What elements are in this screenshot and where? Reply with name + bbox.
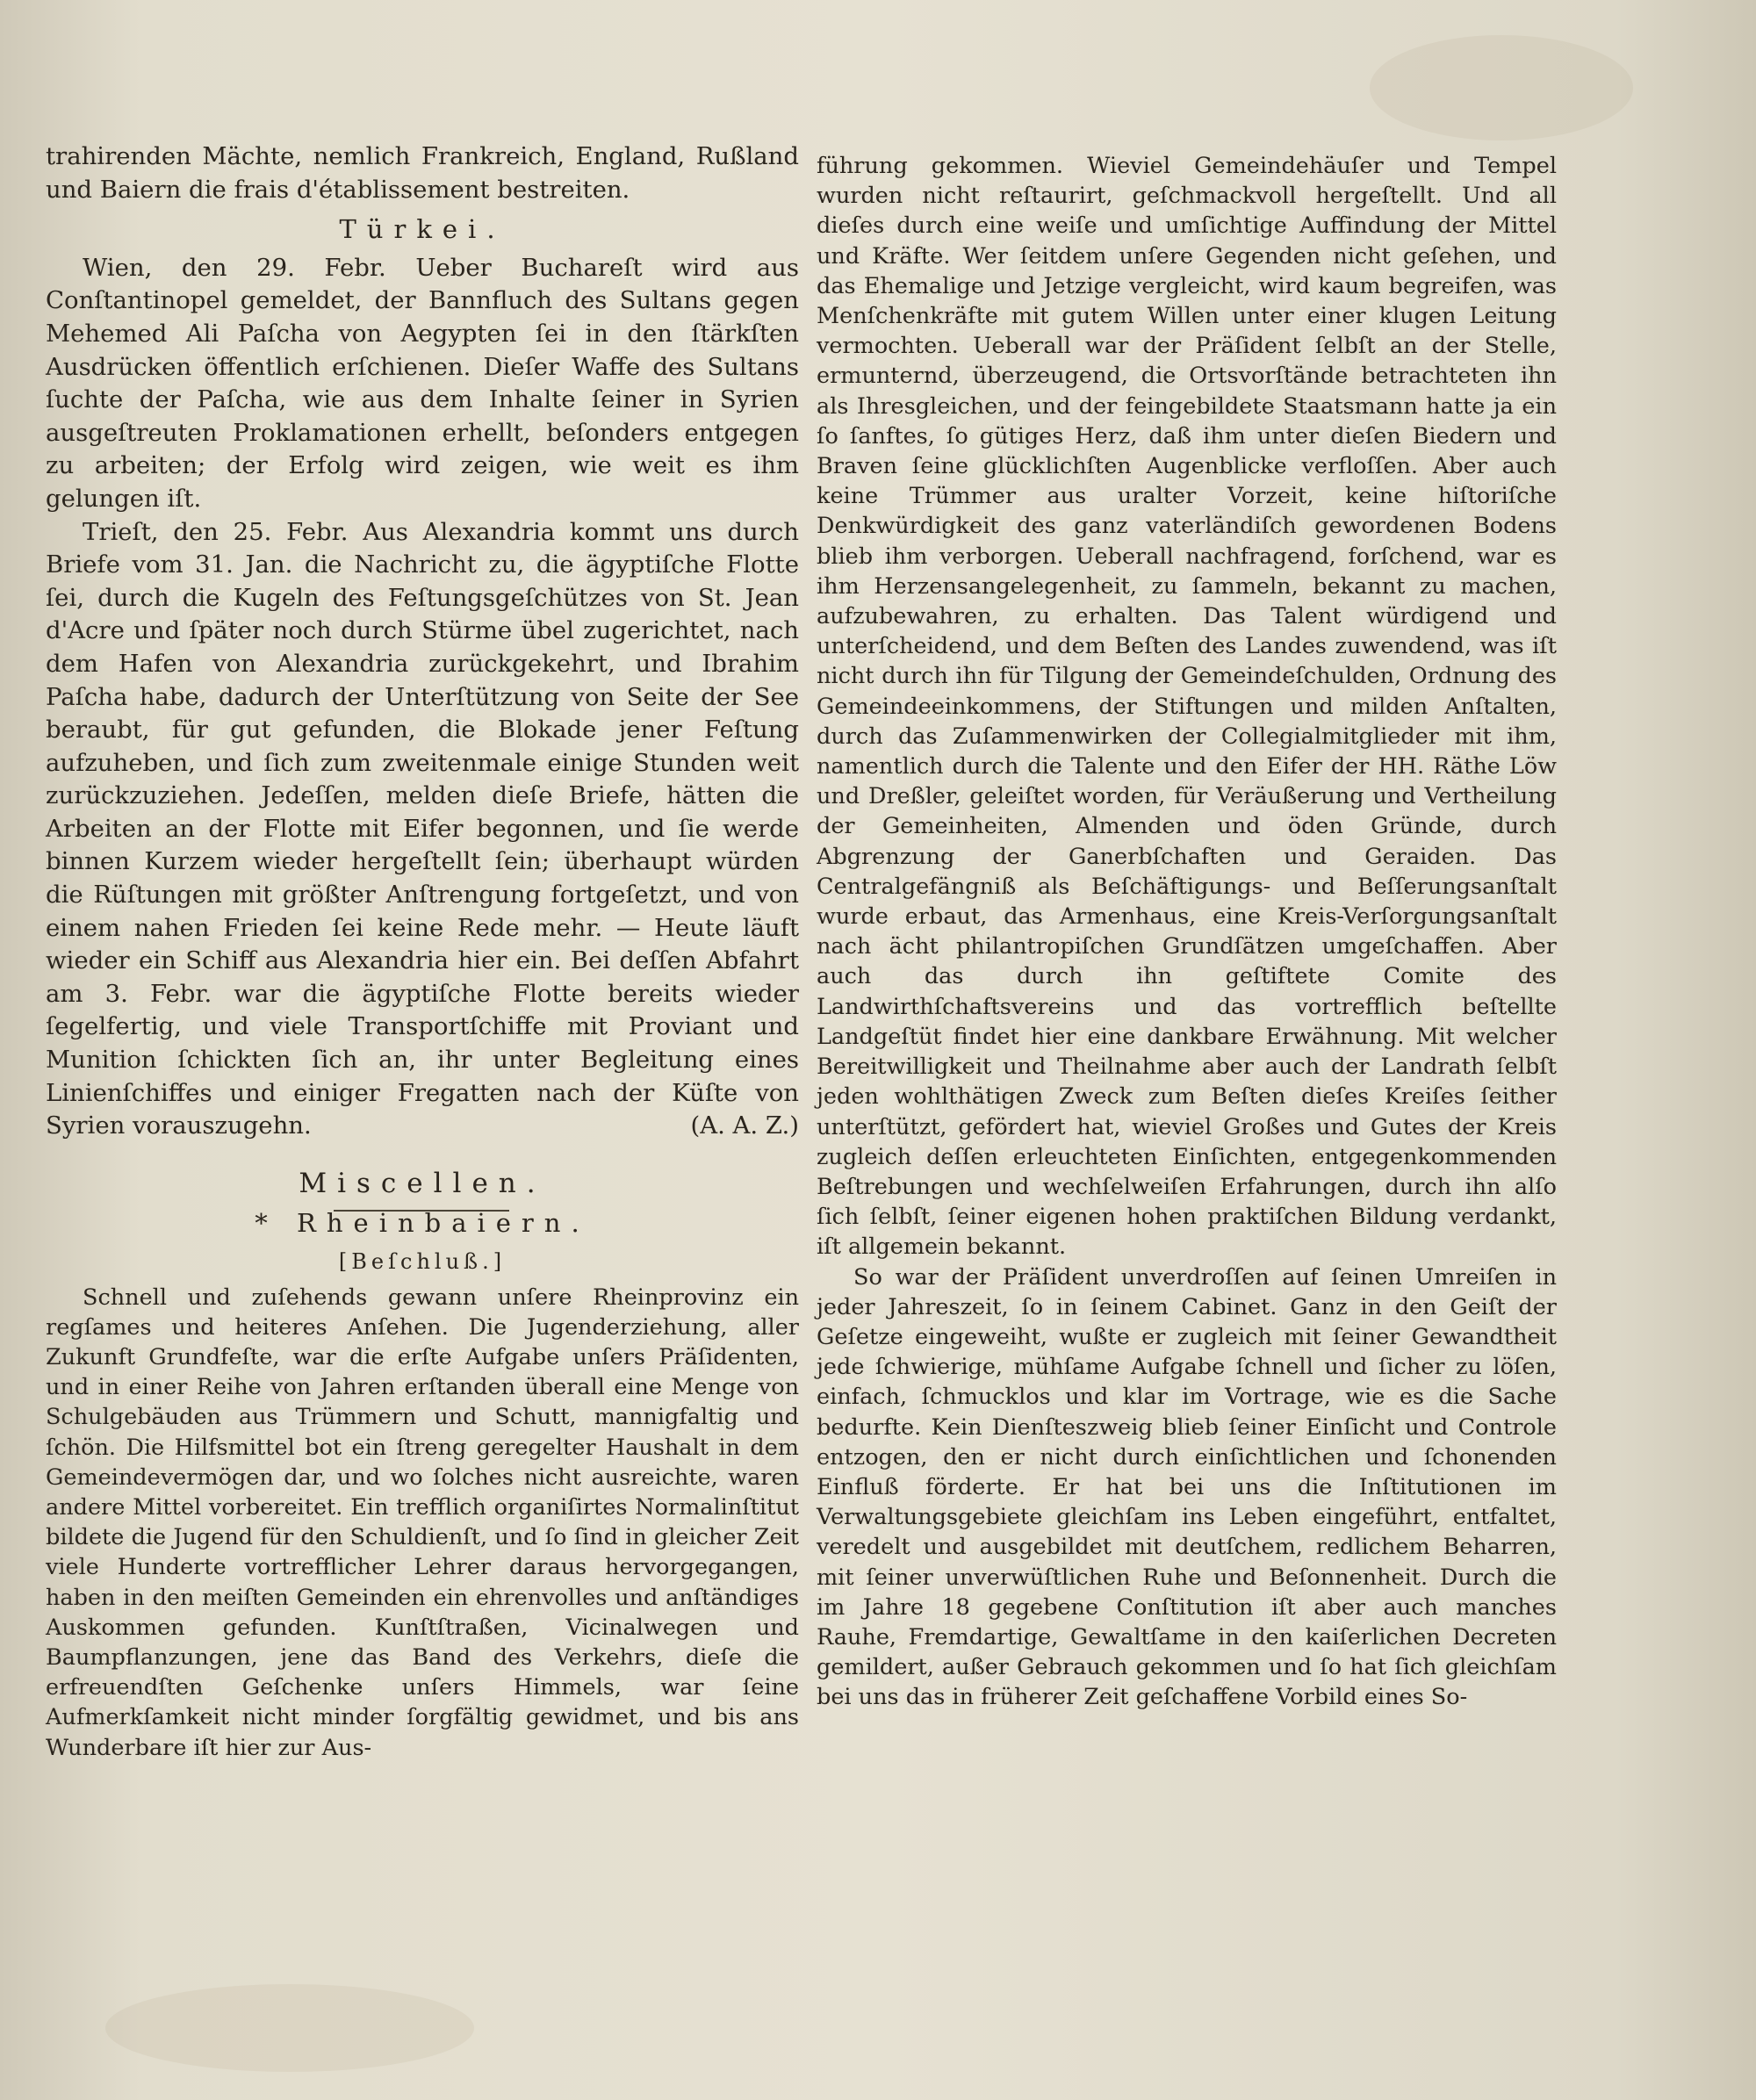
article-triest-text: Trieſt, den 25. Febr. Aus Alexandria kommt uns durch Briefe vom 31. Jan. die Nachricht zu, die ägyptiſche Flotte ſei, durch die Kugeln des Feſtungsgeſchützes von St. Jean d'Acre und ſpäter noch durch Stürme übel zugerichtet, nach dem Hafen von Alexandria zurückgekehrt, und Ibrahim Paſcha habe, dadurch der Unterſtützung von Seite der See beraubt, für gut gefunden, die Blokade jener Feſtung aufzuheben, und ſich zum zweitenmale einige Stunden weit zurückzuziehen. Jedeſſen, melden dieſe Briefe, hätten die Arbeiten an der Flotte mit Eifer begonnen, und ſie werde binnen Kurzem wieder hergeſtellt ſein; überhaupt würden die Rüſtungen mit größter Anſtrengung fortgeſetzt, und von einem nahen Frieden ſei keine Rede mehr. — Heute läuft wieder ein Schiff aus Alexandria hier ein. Bei deſſen Abfahrt am 3. Febr. war die ägyptiſche Flotte bereits wieder ſegelfertig, und viele Transportſchiffe mit Proviant und Munition ſchickten ſich an, ihr unter Begleitung eines Linienſchiffes und einiger Fregatten nach der Küſte von Syrien vorauszugehn. bbox=[46, 517, 799, 1140]
section-heading-miscellen: Miscellen. bbox=[299, 1167, 546, 1199]
source-attribution: (A. A. Z.) bbox=[690, 1111, 799, 1140]
section-divider bbox=[334, 1210, 509, 1212]
article-rheinbaiern-part2: führung gekommen. Wieviel Gemeindehäuſer und Tempel wurden nicht reſtaurirt, geſchmackvoll hergeſtellt. Und all dieſes durch eine weiſe und umſichtige Auffindung der Mittel und Kräfte. Wer ſeitdem unſere Gegenden nicht geſehen, und das Ehemalige und Jetzige vergleicht, wird kaum begreifen, was Menſchenkräfte mit gutem Willen unter einer klugen Leitung vermochten. Ueberall war der Präſident ſelbſt an der Stelle, ermunternd, überzeugend, die Ortsvorſtände betrachteten ihn als Ihresgleichen, und der feingebildete Staatsmann hatte ja ein ſo ſanftes, ſo gütiges Herz, daß ihm unter dieſen Biedern und Braven ſeine glücklichſten Augenblicke verfloſſen. Aber auch keine Trümmer aus uralter Vorzeit, keine hiſtoriſche Denkwürdigkeit des ganz vaterländiſch gewordenen Bodens blieb ihm verborgen. Ueberall nachfragend, forſchend, war es ihm Herzensangelegenheit, zu ſammeln, bekannt zu machen, aufzubewahren, zu erhalten. Das Talent würdigend und unterſcheidend, und dem Beſten des Landes zuwendend, was iſt nicht durch ihn für Tilgung der Gemeindeſchulden, Ordnung des Gemeindeeinkommens, der Stiftungen und milden Anſtalten, durch das Zuſammenwirken der Collegialmitglieder mit ihm, namentlich durch die Talente und den Eifer der HH. Räthe Löw und Dreßler, geleiſtet worden, für Veräußerung und Vertheilung der Gemeinheiten, Almenden und öden Gründe, durch Abgrenzung der Ganerbſchaften und Geraiden. Das Centralgefängniß als Beſchäftigungs- und Beſſerungsanſtalt wurde erbaut, das Armenhaus, eine Kreis-Verſorgungsanſtalt nach ächt philantropiſchen Grundſätzen umgeſchaffen. Aber auch das durch ihn geſtiftete Comite des Landwirthſchaftsvereins und das vortrefflich beſtellte Landgeſtüt findet hier eine dankbare Erwähnung. Mit welcher Bereitwilligkeit und Theilnahme aber auch der Landrath ſelbſt jeden wohlthätigen Zweck zum Beſten dieſes Kreiſes ſeither unterſtützt, gefördert hat, wieviel Großes und Gutes der Kreis zugleich deſſen erleuchteten Einſichten, entgegenkommenden Beſtrebungen und wechſelweiſen Erfahrungen, durch ihn alſo ſich ſelbſt, ſeiner eigenen hohen praktiſchen Bildung verdankt, iſt allgemein bekannt. bbox=[817, 153, 1557, 1261]
left-column bbox=[46, 140, 799, 1763]
article-rheinbaiern-part1: Schnell und zuſehends gewann unſere Rheinprovinz ein regſames und heiteres Anſehen. Die Jugenderziehung, aller Zukunft Grundfeſte, war die erſte Aufgabe unſers Präſidenten, und in einer Reihe von Jahren erſtanden überall eine Menge von Schulgebäuden aus Trümmern und Schutt, mannigfaltig und ſchön. Die Hilfsmittel bot ein ſtreng geregelter Haushalt in dem Gemeindevermögen dar, und wo ſolches nicht ausreichte, waren andere Mittel vorbereitet. Ein trefflich organiſirtes Normalinſtitut bildete die Jugend für den Schuldienſt, und ſo ſind in gleicher Zeit viele Hunderte vortrefflicher Lehrer daraus hervorgegangen, haben in den meiſten Gemeinden ein ehrenvolles und anſtändiges Auskommen gefunden. Kunſtſtraßen, Vicinalwegen und Baumpflanzungen, jene das Band des Verkehrs, dieſe die erfreuendſten Geſchenke unſers Himmels, war ſeine Aufmerkſamkeit nicht minder ſorgfältig gewidmet, und bis ans Wunderbare iſt hier zur Aus- bbox=[46, 1284, 799, 1761]
section-heading-rheinbaiern: * Rheinbaiern. bbox=[255, 1208, 590, 1239]
article-rheinbaiern-part3: So war der Präſident unverdroſſen auf ſeinen Umreiſen in jeder Jahreszeit, ſo in ſeinem Cabinet. Ganz in den Geiſt der Geſetze eingeweiht, wußte er zugleich mit ſeiner Gewandtheit jede ſchwierige, mühſame Aufgabe ſchnell und ſicher zu löſen, einfach, ſchmucklos und klar im Vortrage, wie es die Sache bedurfte. Kein Dienſteszweig blieb ſeiner Einſicht und Controle entzogen, den er nicht durch einſichtlichen und ſchonenden Einfluß förderte. Er hat bei uns die Inſtitutionen im Verwaltungsgebiete gleichſam ins Leben eingeführt, entfaltet, veredelt und ausgebildet mit deutſchem, redlichem Beharren, mit ſeiner unverwüſtlichen Ruhe und Beſonnenheit. Durch die im Jahre 18 gegebene Conſtitution iſt aber auch manches Rauhe, Fremdartige, Gewaltſame in den kaiſerlichen Decreten gemildert, außer Gebrauch gekommen und ſo hat ſich gleichſam bei uns das in früherer Zeit geſchaffene Vorbild eines So- bbox=[817, 1263, 1557, 1711]
conclusion-note: [Beſchluß.] bbox=[338, 1249, 507, 1274]
section-heading-turkey: Türkei. bbox=[339, 214, 506, 245]
right-column bbox=[817, 151, 1557, 1713]
intro-paragraph: trahirenden Mächte, nemlich Frankreich, England, Rußland und Baiern die frais d'établissement bestreiten. bbox=[46, 142, 799, 204]
paper-stain bbox=[1370, 35, 1633, 140]
article-wien: Wien, den 29. Febr. Ueber Buchareſt wird aus Conſtantinopel gemeldet, der Bannfluch des Sultans gegen Mehemed Ali Paſcha von Aegypten ſei in den ſtärkſten Ausdrücken öffentlich erſchienen. Dieſer Waffe des Sultans ſuchte der Paſcha, wie aus dem Inhalte ſeiner in Syrien ausgeſtreuten Proklamationen erhellt, beſonders entgegen zu arbeiten; der Erfolg wird zeigen, wie weit es ihm gelungen iſt. bbox=[46, 253, 799, 513]
paper-stain bbox=[105, 1984, 474, 2072]
article-triest bbox=[46, 516, 799, 1143]
